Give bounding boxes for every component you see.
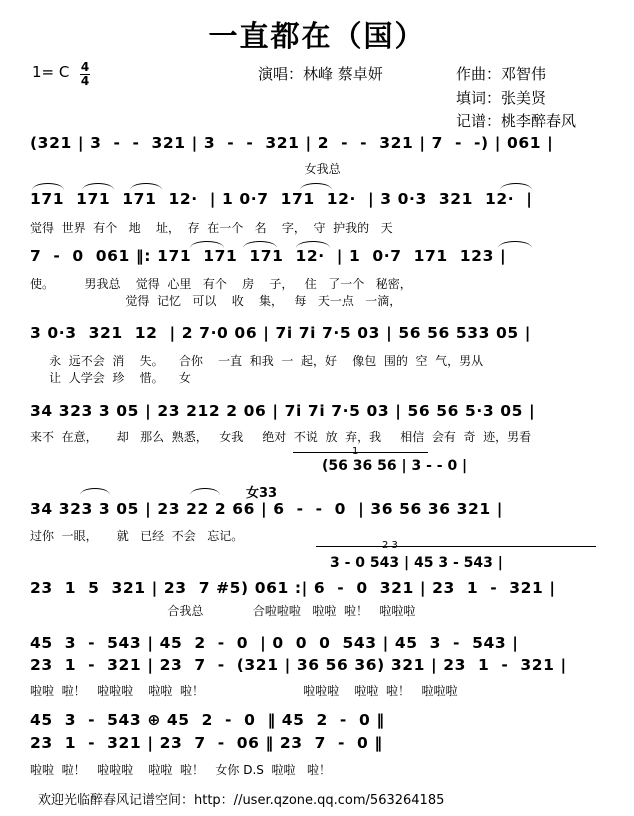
lyricist-credit: 填词：张美贤 xyxy=(456,89,547,107)
lyrics-line: 合我总 合啦啦啦 啦啦 啦！ 啦啦啦 xyxy=(30,604,416,618)
volta-bracket-1 xyxy=(293,452,428,453)
notation-line: 23 1 - 321 | 23 7 - 06 ‖ 23 7 - 0 ‖ xyxy=(30,734,383,752)
slur-mark xyxy=(500,183,532,190)
time-signature xyxy=(80,62,90,87)
composer-credit: 作曲：邓智伟 xyxy=(456,65,547,83)
slur-mark xyxy=(80,488,110,495)
notation-line: 23 1 5 321 | 23 7 #5) 061 :| 6 - 0 321 | 23 1 - 321 | xyxy=(30,579,556,597)
transcriber-credit: 记谱：桃李醉春风 xyxy=(456,112,577,130)
song-title: 一直都在（国） xyxy=(208,19,426,53)
lyrics-line: 啦啦 啦！ 啦啦啦 啦啦 啦！ 女你 D.S 啦啦 啦！ xyxy=(30,763,331,777)
slur-mark xyxy=(130,183,162,190)
lyrics-line: 使。 男我总 觉得 心里 有个 房 子， 住 了一个 秘密， xyxy=(30,277,412,291)
slur-mark xyxy=(190,241,224,248)
lyrics-line: 啦啦 啦！ 啦啦啦 啦啦 啦！ 啦啦啦 啦啦 啦！ 啦啦啦 xyxy=(30,684,458,698)
lyrics-line: 让 人学会 珍 惜。 女 xyxy=(30,371,191,385)
lyrics-line: 觉得 世界 有个 地 址， 存 在一个 名 字， 守 护我的 天 xyxy=(30,221,393,235)
volta-2-label: 2 3 xyxy=(382,540,398,551)
notation-line: 171 171 171 12· | 1 0·7 171 12· | 3 0·3 321 12· | xyxy=(30,190,533,208)
notation-line: 23 1 - 321 | 23 7 - (321 | 36 56 36) 321 | 23 1 - 321 | xyxy=(30,656,567,674)
slur-mark xyxy=(82,183,114,190)
upper-voice-line: 45 3 - 543 ⊕ 45 2 - 0 ‖ 45 2 - 0 ‖ xyxy=(30,711,385,729)
key-signature: 1= C xyxy=(32,63,70,81)
slur-mark xyxy=(190,488,220,495)
upper-voice-line: 45 3 - 543 | 45 2 - 0 | 0 0 0 543 | 45 3 - 543 | xyxy=(30,634,519,652)
notation-line: 3 0·3 321 12 | 2 7·0 06 | 7i 7i 7·5 03 | 56 56 533 05 | xyxy=(30,324,532,342)
slur-mark xyxy=(296,241,330,248)
notation-line: 7 - 0 061 ‖: 171 171 171 12· | 1 0·7 171 123 | xyxy=(30,247,507,265)
slur-mark xyxy=(32,183,64,190)
slur-mark xyxy=(243,241,277,248)
volta-2-notes: 3 - 0 543 | 45 3 - 543 | xyxy=(330,555,503,571)
singer-credit: 演唱：林峰 蔡卓妍 xyxy=(258,65,383,83)
lyrics-line: 女我总 xyxy=(30,162,341,176)
lyrics-line: 过你 一眼， 就 已经 不会 忘记。 xyxy=(30,529,244,543)
notation-line: 34 323 3 05 | 23 22 2 66 | 6 - - 0 | 36 56 36 321 | xyxy=(30,500,504,518)
volta-1-notes: (56 36 56 | 3 - - 0 | xyxy=(322,458,468,474)
lyrics-line: 永 远不会 消 失。 合你 一直 和我 一 起，好 像包 围的 空 气，男从 xyxy=(30,354,484,368)
time-sig-top: 4 xyxy=(80,60,90,74)
female-cue: 女33 xyxy=(246,486,278,501)
lyrics-line: 觉得 记忆 可以 收 集， 每 天一点 一滴， xyxy=(30,294,402,308)
notation-line: 34 323 3 05 | 23 212 2 06 | 7i 7i 7·5 03 | 56 56 5·3 05 | xyxy=(30,402,536,420)
lyrics-line: 来不 在意， 却 那么 熟悉， 女我 绝对 不说 放 弃，我 相信 会有 奇 迹，男看 xyxy=(30,430,532,444)
volta-1-label: 1 xyxy=(352,446,359,457)
footer-note: 欢迎光临醉春风记谱空间：http：//user.qzone.qq.com/563264185 xyxy=(38,793,445,808)
notation-line: (321 | 3 - - 321 | 3 - - 321 | 2 - - 321 | 7 - -) | 061 | xyxy=(30,134,554,152)
slur-mark xyxy=(498,241,532,248)
slur-mark xyxy=(300,183,332,190)
volta-bracket-2 xyxy=(316,546,596,547)
time-sig-bottom: 4 xyxy=(80,74,90,88)
